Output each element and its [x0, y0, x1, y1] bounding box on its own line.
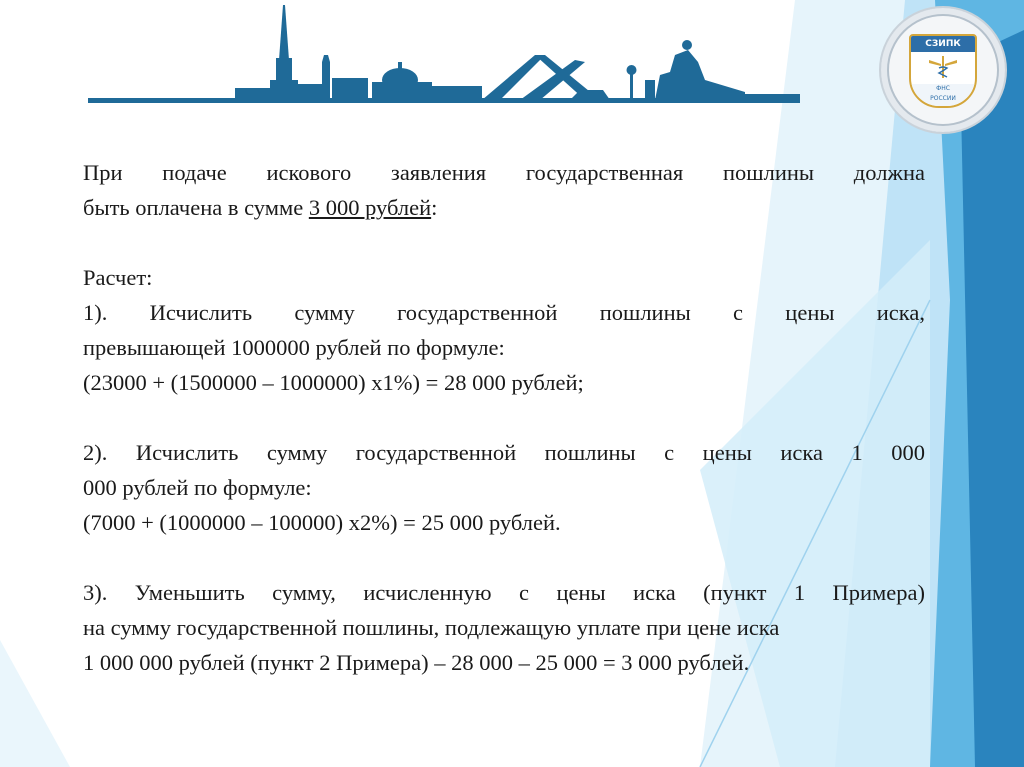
step2-line-2: 000 рублей по формуле:	[83, 475, 312, 500]
intro-line-2-prefix: быть оплачена в сумме	[83, 195, 309, 220]
step3-line-3: 1 000 000 рублей (пункт 2 Примера) – 28 000 – 25 000 = 3 000 рублей.	[83, 650, 750, 675]
intro-line-2-suffix: :	[431, 195, 438, 220]
intro-amount: 3 000 рублей	[308, 195, 432, 220]
caduceus-icon	[927, 54, 959, 80]
calculation-heading: Расчет:	[83, 265, 153, 290]
intro-line-1: При подаче искового заявления государственная пошлины должна	[83, 160, 925, 185]
logo-abbreviation: СЗИПК	[911, 36, 975, 52]
institution-logo	[879, 6, 1007, 134]
step2-line-1: 2). Исчислить сумму государственной пошлины с цены иска 1 000	[83, 440, 925, 465]
logo-caption-line1: ФНС	[936, 85, 950, 92]
slide-body-text	[83, 155, 925, 680]
intro-line-2	[83, 190, 925, 225]
logo-shield	[909, 34, 977, 108]
step2-formula: (7000 + (1000000 – 100000) х2%) = 25 000 рублей.	[83, 510, 561, 535]
step1-formula: (23000 + (1500000 – 1000000) х1%) = 28 000 рублей;	[83, 370, 584, 395]
step1-line-2: превышающей 1000000 рублей по формуле:	[83, 335, 505, 360]
step1-line-1: 1). Исчислить сумму государственной пошлины с цены иска,	[83, 300, 925, 325]
background-corner-left	[0, 640, 70, 767]
logo-caption	[911, 84, 975, 106]
logo-caption-line2: РОССИИ	[930, 95, 956, 102]
step3-line-2: на сумму государственной пошлины, подлежащую уплате при цене иска	[83, 615, 780, 640]
step3-line-1: 3). Уменьшить сумму, исчисленную с цены иска (пункт 1 Примера)	[83, 580, 925, 605]
city-skyline-banner	[88, 5, 800, 103]
